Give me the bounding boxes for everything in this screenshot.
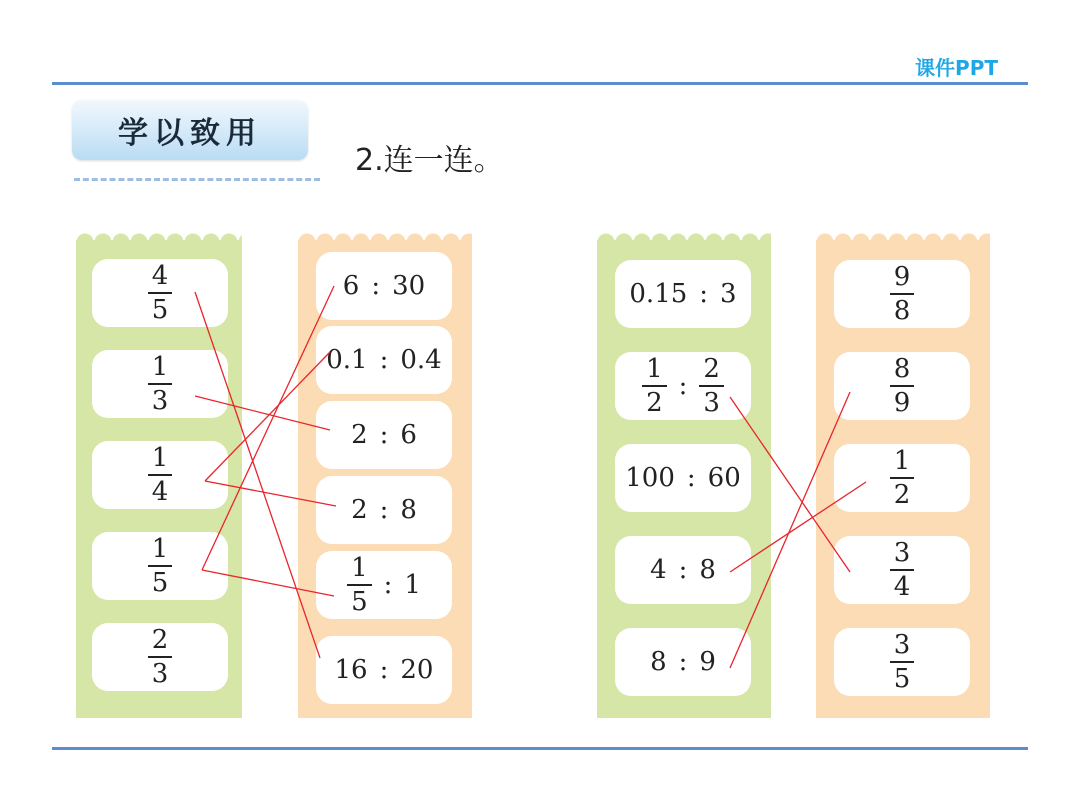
task-title: 2.连一连。 [355, 143, 504, 178]
set1-right-card[interactable]: 2 : 8 [316, 476, 452, 544]
bottom-divider [52, 747, 1028, 750]
match-line [205, 352, 330, 481]
match-line [202, 570, 334, 596]
set2-right-card[interactable]: $\frac{1}{2}$ [834, 444, 970, 512]
set1-left-card[interactable]: $\frac{1}{3}$ [92, 350, 228, 418]
match-line [205, 481, 336, 506]
match-line [730, 392, 850, 668]
match-line [730, 397, 850, 572]
set2-left-card[interactable]: 8 : 9 [615, 628, 751, 696]
set2-left-card[interactable]: $\frac{1}{2}$ : $\frac{2}{3}$ [615, 352, 751, 420]
section-badge: 学以致用 [72, 100, 308, 160]
set2-right-card[interactable]: $\frac{3}{4}$ [834, 536, 970, 604]
set1-left-card[interactable]: $\frac{4}{5}$ [92, 259, 228, 327]
set1-right-card[interactable]: 0.1 : 0.4 [316, 326, 452, 394]
match-line [195, 292, 320, 658]
set1-right-card[interactable]: 2 : 6 [316, 401, 452, 469]
set1-left-card[interactable]: $\frac{2}{3}$ [92, 623, 228, 691]
set2-left-card[interactable]: 0.15 : 3 [615, 260, 751, 328]
set2-right-card[interactable]: $\frac{8}{9}$ [834, 352, 970, 420]
match-line [202, 286, 334, 570]
set2-left-card[interactable]: 4 : 8 [615, 536, 751, 604]
match-line [195, 396, 330, 430]
set1-right-card[interactable]: 6 : 30 [316, 252, 452, 320]
set2-right-card[interactable]: $\frac{3}{5}$ [834, 628, 970, 696]
set2-right-card[interactable]: $\frac{9}{8}$ [834, 260, 970, 328]
set2-left-card[interactable]: 100 : 60 [615, 444, 751, 512]
set1-right-card[interactable]: $\frac{1}{5}$ : 1 [316, 551, 452, 619]
set1-left-card[interactable]: $\frac{1}{4}$ [92, 441, 228, 509]
brand-label: 课件PPT [915, 56, 998, 80]
set1-left-card[interactable]: $\frac{1}{5}$ [92, 532, 228, 600]
set1-right-card[interactable]: 16 : 20 [316, 636, 452, 704]
